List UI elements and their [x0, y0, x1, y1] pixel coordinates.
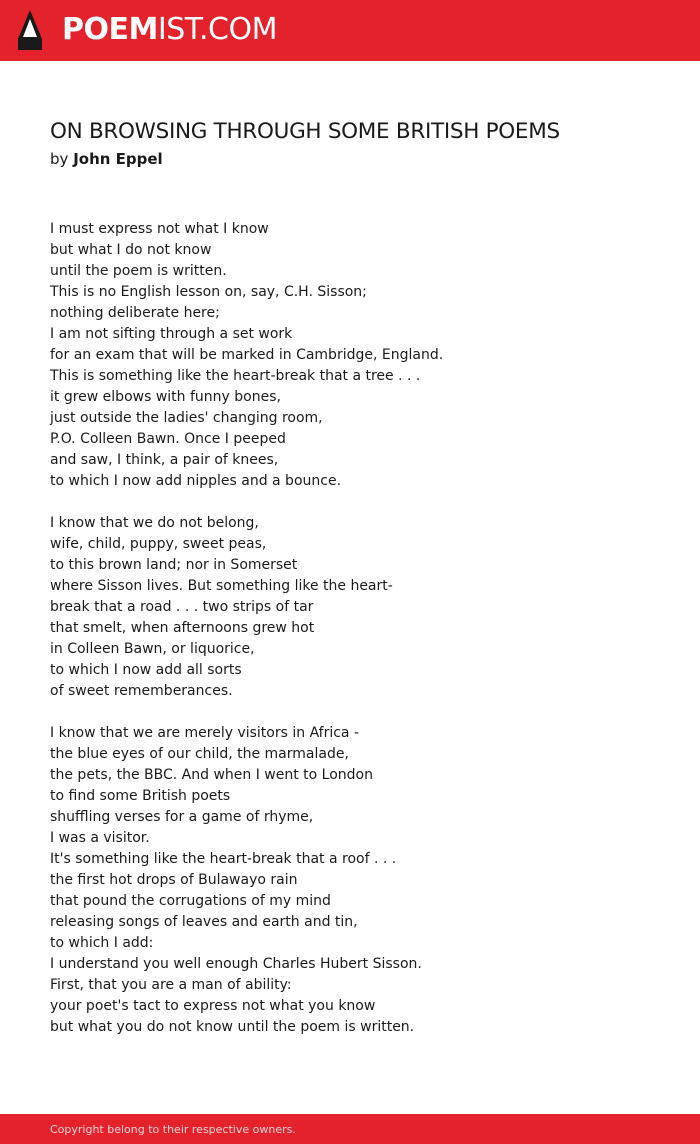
poem-line: to which I now add all sorts — [50, 662, 242, 678]
brand-light-text: IST.COM — [157, 12, 277, 47]
poem-line: to which I add: — [50, 935, 154, 951]
poem-line: for an exam that will be marked in Cambridge, England. — [50, 347, 444, 363]
stanza — [50, 513, 650, 702]
stanza — [50, 723, 650, 1038]
poem-line: to this brown land; nor in Somerset — [50, 557, 298, 573]
site-header — [0, 0, 700, 61]
poem-line: First, that you are a man of ability: — [50, 977, 292, 993]
poem-line: that smelt, when afternoons grew hot — [50, 620, 315, 636]
poem-line: but what I do not know — [50, 242, 212, 258]
poem-line: I know that we are merely visitors in Africa - — [50, 725, 360, 741]
poem-line: and saw, I think, a pair of knees, — [50, 452, 279, 468]
poem-line: to which I now add nipples and a bounce. — [50, 473, 342, 489]
poem-line: break that a road . . . two strips of tar — [50, 599, 314, 615]
poem-line: releasing songs of leaves and earth and tin, — [50, 914, 358, 930]
poem-line: wife, child, puppy, sweet peas, — [50, 536, 267, 552]
poem-line: shuffling verses for a game of rhyme, — [50, 809, 314, 825]
poem-line: but what you do not know until the poem is written. — [50, 1019, 415, 1035]
poem-line: This is no English lesson on, say, C.H. Sisson; — [50, 284, 367, 300]
poem-line: It's something like the heart-break that a roof . . . — [50, 851, 397, 867]
poem-line: of sweet rememberances. — [50, 683, 233, 699]
poem-line: where Sisson lives. But something like the heart- — [50, 578, 393, 594]
poem-line: that pound the corrugations of my mind — [50, 893, 331, 909]
poem-line: the pets, the BBC. And when I went to London — [50, 767, 373, 783]
poem-line: the first hot drops of Bulawayo rain — [50, 872, 298, 888]
author-name: John Eppel — [73, 150, 163, 168]
site-footer — [0, 1114, 700, 1144]
brand-bold-text: POEM — [62, 12, 158, 47]
poem-title: ON BROWSING THROUGH SOME BRITISH POEMS — [50, 119, 560, 144]
site-logo-text[interactable] — [62, 12, 277, 48]
poem-line: This is something like the heart-break that a tree . . . — [50, 368, 421, 384]
poem-line: I understand you well enough Charles Hubert Sisson. — [50, 956, 422, 972]
poem-body — [50, 219, 650, 1059]
poem-line: until the poem is written. — [50, 263, 227, 279]
poem-line: your poet's tact to express not what you know — [50, 998, 376, 1014]
poem-line: in Colleen Bawn, or liquorice, — [50, 641, 255, 657]
poem-line: I was a visitor. — [50, 830, 150, 846]
poem-line: to find some British poets — [50, 788, 231, 804]
poem-line: just outside the ladies' changing room, — [50, 410, 323, 426]
pencil-tip-icon[interactable] — [17, 9, 43, 51]
stanza — [50, 219, 650, 492]
byline — [50, 149, 163, 169]
poem-line: I must express not what I know — [50, 221, 269, 237]
poem-line: nothing deliberate here; — [50, 305, 220, 321]
poem-line: I know that we do not belong, — [50, 515, 259, 531]
copyright-notice: Copyright belong to their respective owners. — [50, 1123, 296, 1136]
poem-line: I am not sifting through a set work — [50, 326, 293, 342]
poem-line: P.O. Colleen Bawn. Once I peeped — [50, 431, 286, 447]
poem-line: the blue eyes of our child, the marmalade, — [50, 746, 349, 762]
by-label: by — [50, 150, 69, 168]
poem-line: it grew elbows with funny bones, — [50, 389, 281, 405]
